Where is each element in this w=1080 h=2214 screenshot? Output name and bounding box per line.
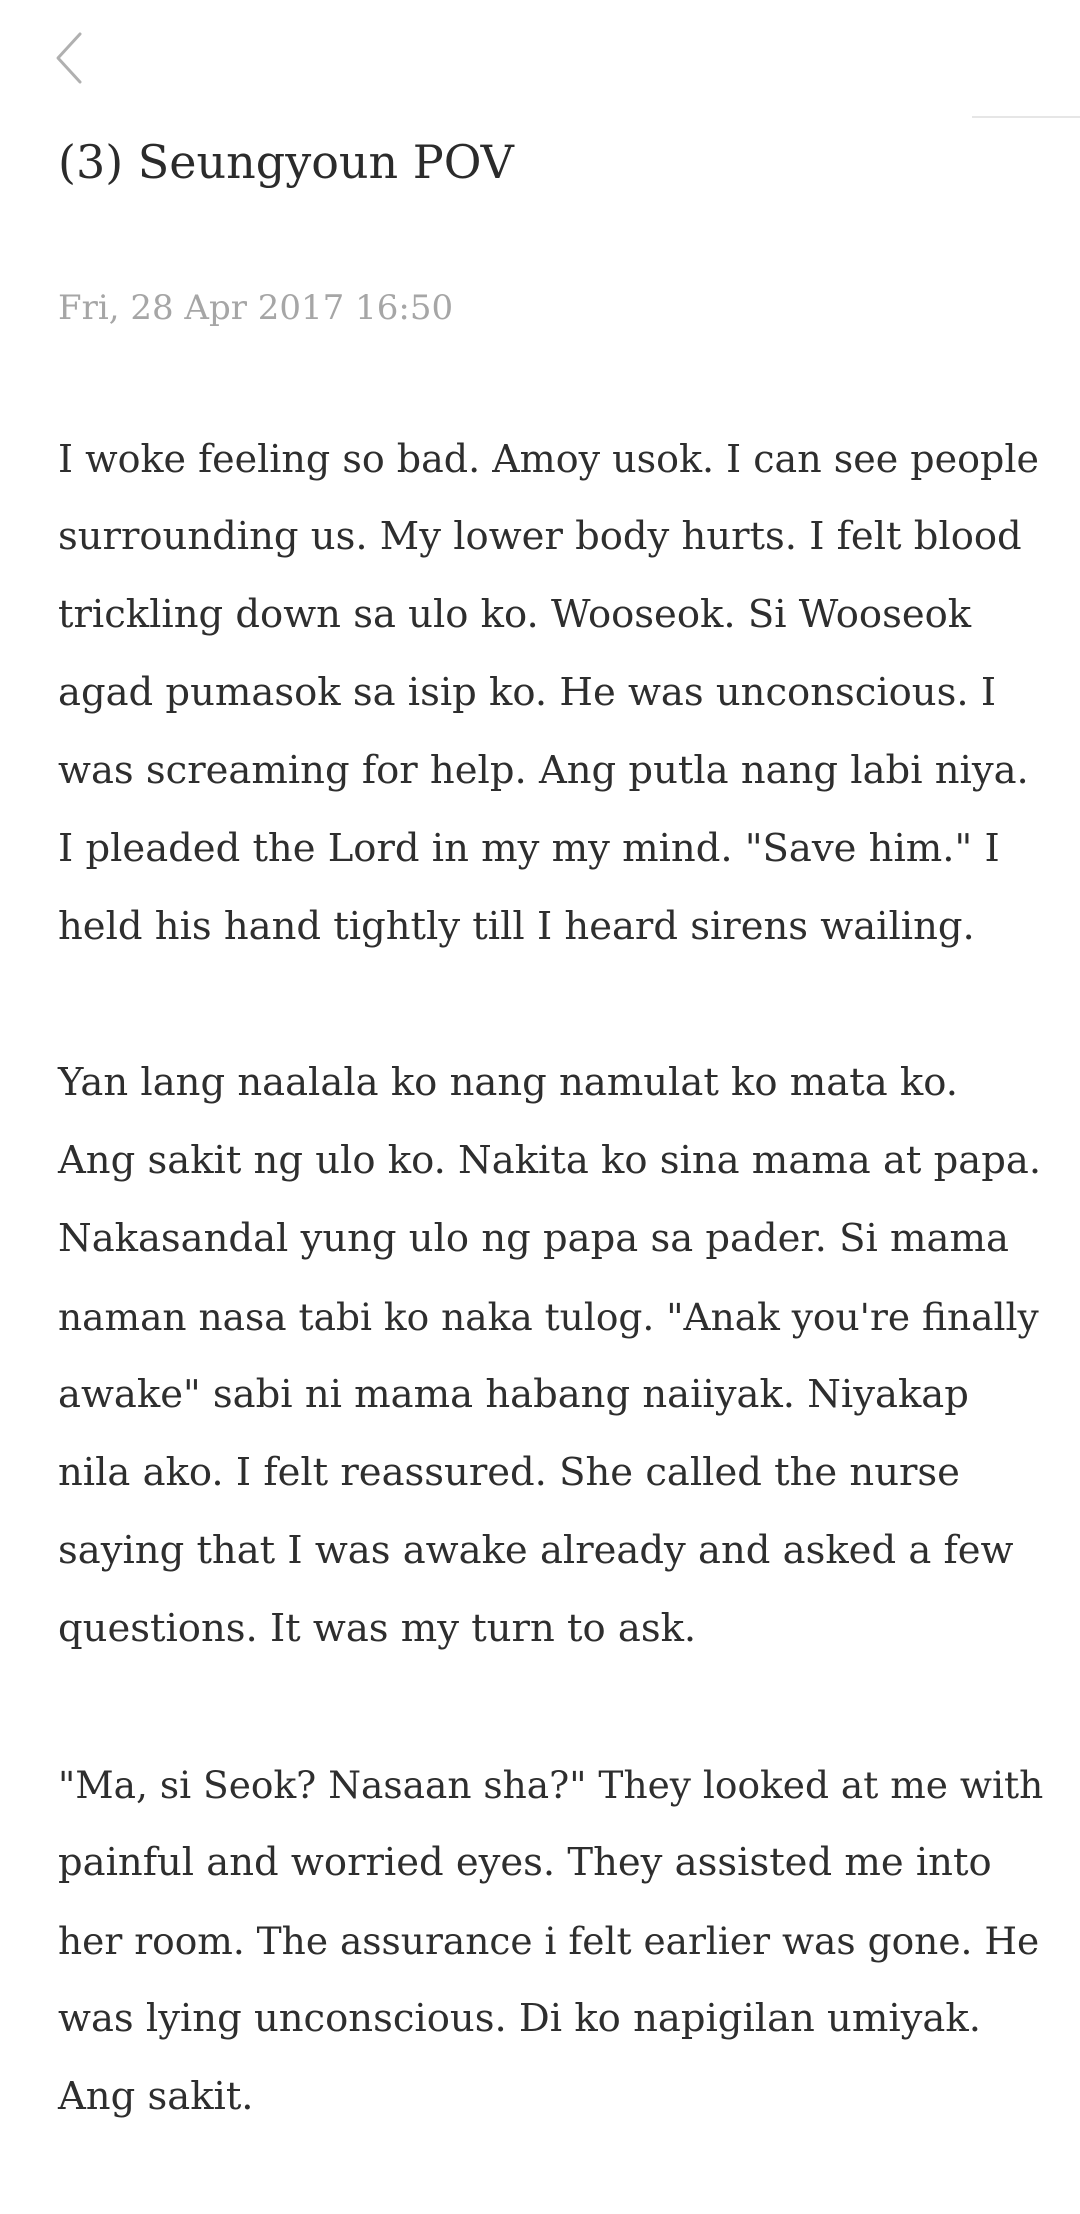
text-line: was lying unconscious. Di ko napigilan umiyak. [58, 1996, 981, 2041]
top-bar [0, 0, 1080, 118]
text-line: was screaming for help. Ang putla nang labi niya. [58, 748, 1029, 793]
text-line: Yan lang naalala ko nang namulat ko mata ko. [58, 1060, 958, 1105]
text-line: agad pumasok sa isip ko. He was unconscious. I [58, 670, 997, 715]
header-divider [972, 116, 1080, 118]
text-line: questions. It was my turn to ask. [58, 1606, 697, 1651]
chevron-left-icon [44, 30, 100, 86]
text-line: held his hand tightly till I heard sirens wailing. [58, 904, 975, 949]
article-title: (3) Seungyoun POV [58, 135, 514, 189]
text-line: painful and worried eyes. They assisted me into [58, 1840, 992, 1885]
text-line: Ang sakit. [58, 2074, 254, 2119]
paragraph [58, 1746, 1048, 2136]
paragraph [58, 420, 1048, 966]
text-line: saying that I was awake already and asked a few [58, 1528, 1014, 1573]
text-line: nila ako. I felt reassured. She called the nurse [58, 1450, 960, 1495]
text-line: Nakasandal yung ulo ng papa sa pader. Si mama [58, 1216, 1009, 1261]
text-line: her room. The assurance i felt earlier was gone. He [58, 1919, 1040, 1963]
text-line: "Ma, si Seok? Nasaan sha?" They looked at me with [58, 1763, 1044, 1807]
text-line: naman nasa tabi ko naka tulog. "Anak you're finally [58, 1295, 1039, 1339]
text-line: trickling down sa ulo ko. Wooseok. Si Wooseok [58, 592, 972, 637]
text-line: awake" sabi ni mama habang naiiyak. Niyakap [58, 1372, 969, 1417]
text-line: I pleaded the Lord in my my mind. "Save him." I [58, 826, 1000, 871]
paragraph [58, 1044, 1048, 1668]
text-line: I woke feeling so bad. Amoy usok. I can see people [58, 437, 1039, 481]
text-line: surrounding us. My lower body hurts. I felt blood [58, 514, 1022, 559]
back-button[interactable] [44, 30, 100, 86]
article-date: Fri, 28 Apr 2017 16:50 [58, 288, 454, 328]
text-line: Ang sakit ng ulo ko. Nakita ko sina mama at papa. [58, 1138, 1042, 1183]
article-body [58, 420, 1048, 2214]
